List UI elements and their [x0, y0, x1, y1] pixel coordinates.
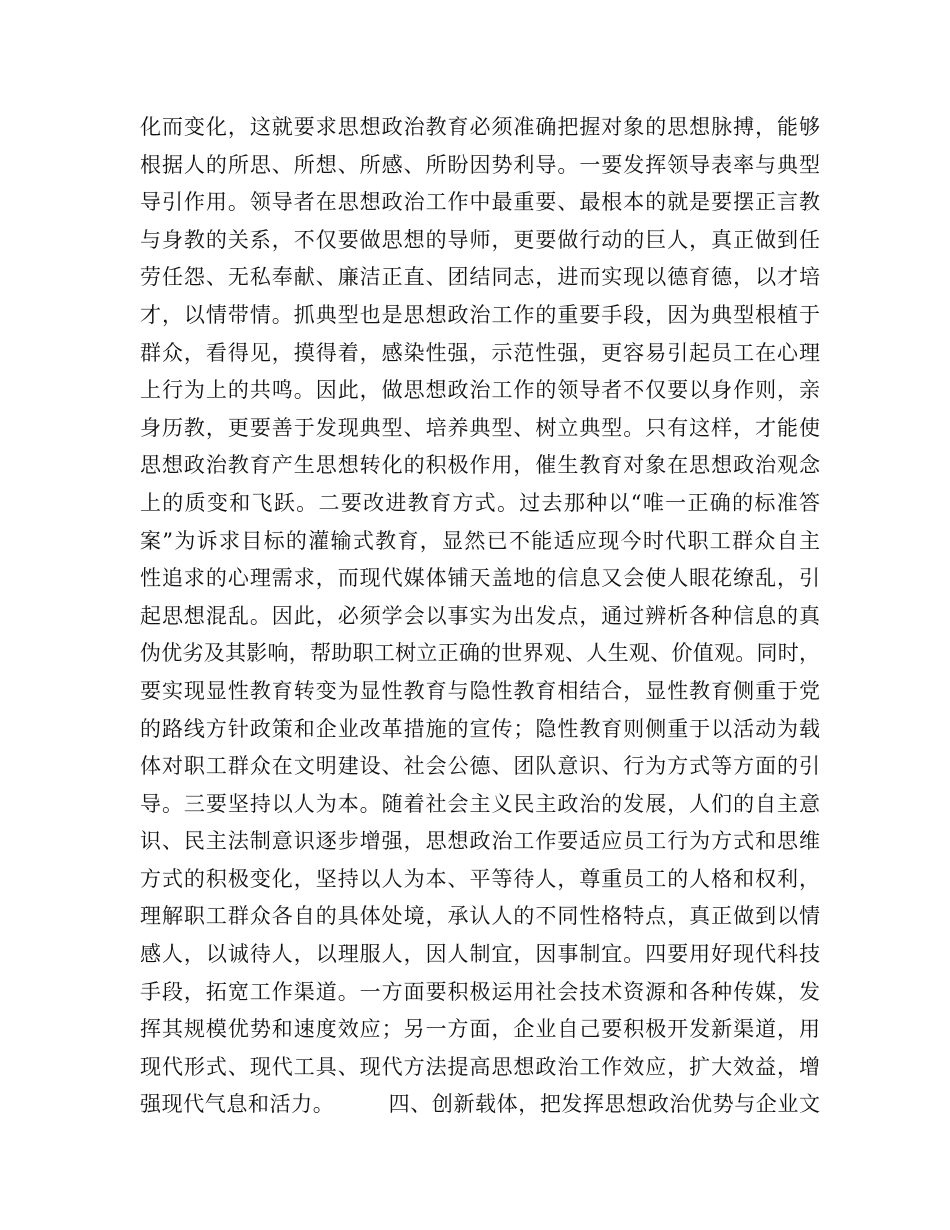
text-line: 劳任怨、无私奉献、廉洁正直、团结同志，进而实现以德育德，以才培	[140, 265, 820, 290]
text-line: 上的质变和飞跃。二要改进教育方式。过去那种以“唯一正确的标准答	[140, 490, 820, 515]
text-line: 方式的积极变化，坚持以人为本、平等待人，尊重员工的人格和权利，	[140, 866, 820, 891]
text-line: 挥其规模优势和速度效应；另一方面，企业自己要积极开发新渠道，用	[140, 1017, 820, 1042]
text-line: 要实现显性教育转变为显性教育与隐性教育相结合，显性教育侧重于党	[140, 678, 820, 703]
text-line: 起思想混乱。因此，必须学会以事实为出发点，通过辨析各种信息的真	[140, 603, 820, 628]
text-line: 识、民主法制意识逐步增强，思想政治工作要适应员工行为方式和思维	[140, 829, 820, 854]
text-line: 案”为诉求目标的灌输式教育，显然已不能适应现今时代职工群众自主	[140, 528, 820, 553]
text-line: 群众，看得见，摸得着，感染性强，示范性强，更容易引起员工在心理	[140, 340, 820, 365]
text-line: 手段，拓宽工作渠道。一方面要积极运用社会技术资源和各种传媒，发	[140, 979, 820, 1004]
text-line: 身历教，更要善于发现典型、培养典型、树立典型。只有这样，才能使	[140, 415, 820, 440]
text-line: 性追求的心理需求，而现代媒体铺天盖地的信息又会使人眼花缭乱，引	[140, 566, 820, 591]
text-line: 化而变化，这就要求思想政治教育必须准确把握对象的思想脉搏，能够	[140, 115, 820, 139]
text-line: 强现代气息和活力。 四、创新载体，把发挥思想政治优势与企业文	[140, 1092, 820, 1117]
text-line: 现代形式、现代工具、现代方法提高思想政治工作效应，扩大效益，增	[140, 1054, 820, 1079]
text-line: 才，以情带情。抓典型也是思想政治工作的重要手段，因为典型根植于	[140, 302, 820, 327]
text-line: 根据人的所思、所想、所感、所盼因势利导。一要发挥领导表率与典型	[140, 152, 820, 177]
text-line: 感人，以诚待人，以理服人，因人制宜，因事制宜。四要用好现代科技	[140, 942, 820, 967]
text-line: 体对职工群众在文明建设、社会公德、团队意识、行为方式等方面的引	[140, 754, 820, 779]
text-line: 理解职工群众各自的具体处境，承认人的不同性格特点，真正做到以情	[140, 904, 820, 929]
text-line: 上行为上的共鸣。因此，做思想政治工作的领导者不仅要以身作则，亲	[140, 378, 820, 403]
text-line: 与身教的关系，不仅要做思想的导师，更要做行动的巨人，真正做到任	[140, 227, 820, 252]
text-line: 的路线方针政策和企业改革措施的宣传；隐性教育则侧重于以活动为载	[140, 716, 820, 741]
text-line: 思想政治教育产生思想转化的积极作用，催生教育对象在思想政治观念	[140, 453, 820, 478]
text-line: 导。三要坚持以人为本。随着社会主义民主政治的发展，人们的自主意	[140, 791, 820, 816]
text-line: 导引作用。领导者在思想政治工作中最重要、最根本的就是要摆正言教	[140, 190, 820, 215]
text-line: 伪优劣及其影响，帮助职工树立正确的世界观、人生观、价值观。同时，	[140, 641, 820, 666]
body-paragraph	[140, 109, 820, 1124]
